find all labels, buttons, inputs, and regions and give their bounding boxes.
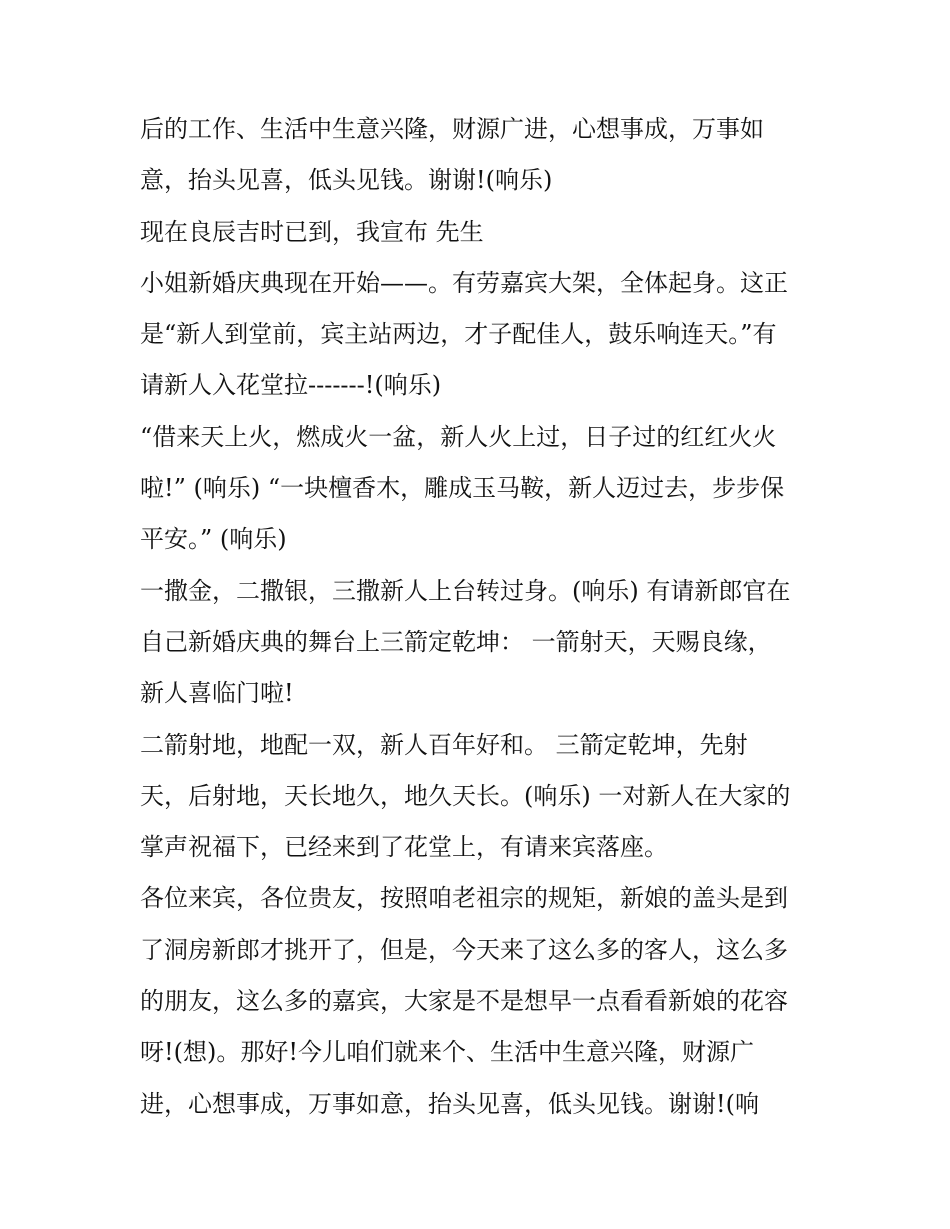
text-line: 呀!(想)。那好!今儿咱们就来个、生活中生意兴隆，财源广 [140,1038,755,1067]
text-line: 平安。” (响乐) [140,525,287,554]
text-line: 新人喜临门啦! [140,679,294,708]
text-line: 掌声祝福下，已经来到了花堂上，有请来宾落座。 [140,833,668,862]
text-line: 的朋友，这么多的嘉宾，大家是不是想早一点看看新娘的花容 [140,987,788,1016]
text-line: 小姐新婚庆典现在开始——。有劳嘉宾大架，全体起身。这正 [140,268,788,297]
text-line: 啦!” (响乐) “一块檀香木，雕成玉马鞍，新人迈过去，步步保 [140,474,785,503]
document-body [140,104,820,1130]
text-line: 一撒金，二撒银，三撒新人上台转过身。(响乐) 有请新郎官在 [140,576,791,605]
text-line: 二箭射地，地配一双，新人百年好和。 三箭定乾坤，先射 [140,730,748,759]
text-line: 意，抬头见喜，低头见钱。谢谢!(响乐) [140,166,553,195]
text-line: 后的工作、生活中生意兴隆，财源广进，心想事成，万事如 [140,115,764,143]
text-line: 天，后射地，天长地久，地久天长。(响乐) 一对新人在大家的 [140,781,791,810]
text-line: 请新人入花堂拉-------!(响乐) [140,371,442,400]
text-line: 各位来宾，各位贵友，按照咱老祖宗的规矩，新娘的盖头是到 [140,884,788,913]
text-line: 现在良辰吉时已到，我宣布 先生 [140,217,484,246]
text-line: 进，心想事成，万事如意，抬头见喜，低头见钱。谢谢!(响 [140,1089,760,1118]
text-line: 自己新婚庆典的舞台上三箭定乾坤： 一箭射天，天赐良缘， [140,627,772,656]
text-line: 了洞房新郎才挑开了，但是，今天来了这么多的客人，这么多 [140,935,788,964]
text-line: 是“新人到堂前，宾主站两边，才子配佳人，鼓乐响连天。”有 [140,320,777,349]
text-line: “借来天上火，燃成火一盆，新人火上过，日子过的红红火火 [140,422,777,451]
